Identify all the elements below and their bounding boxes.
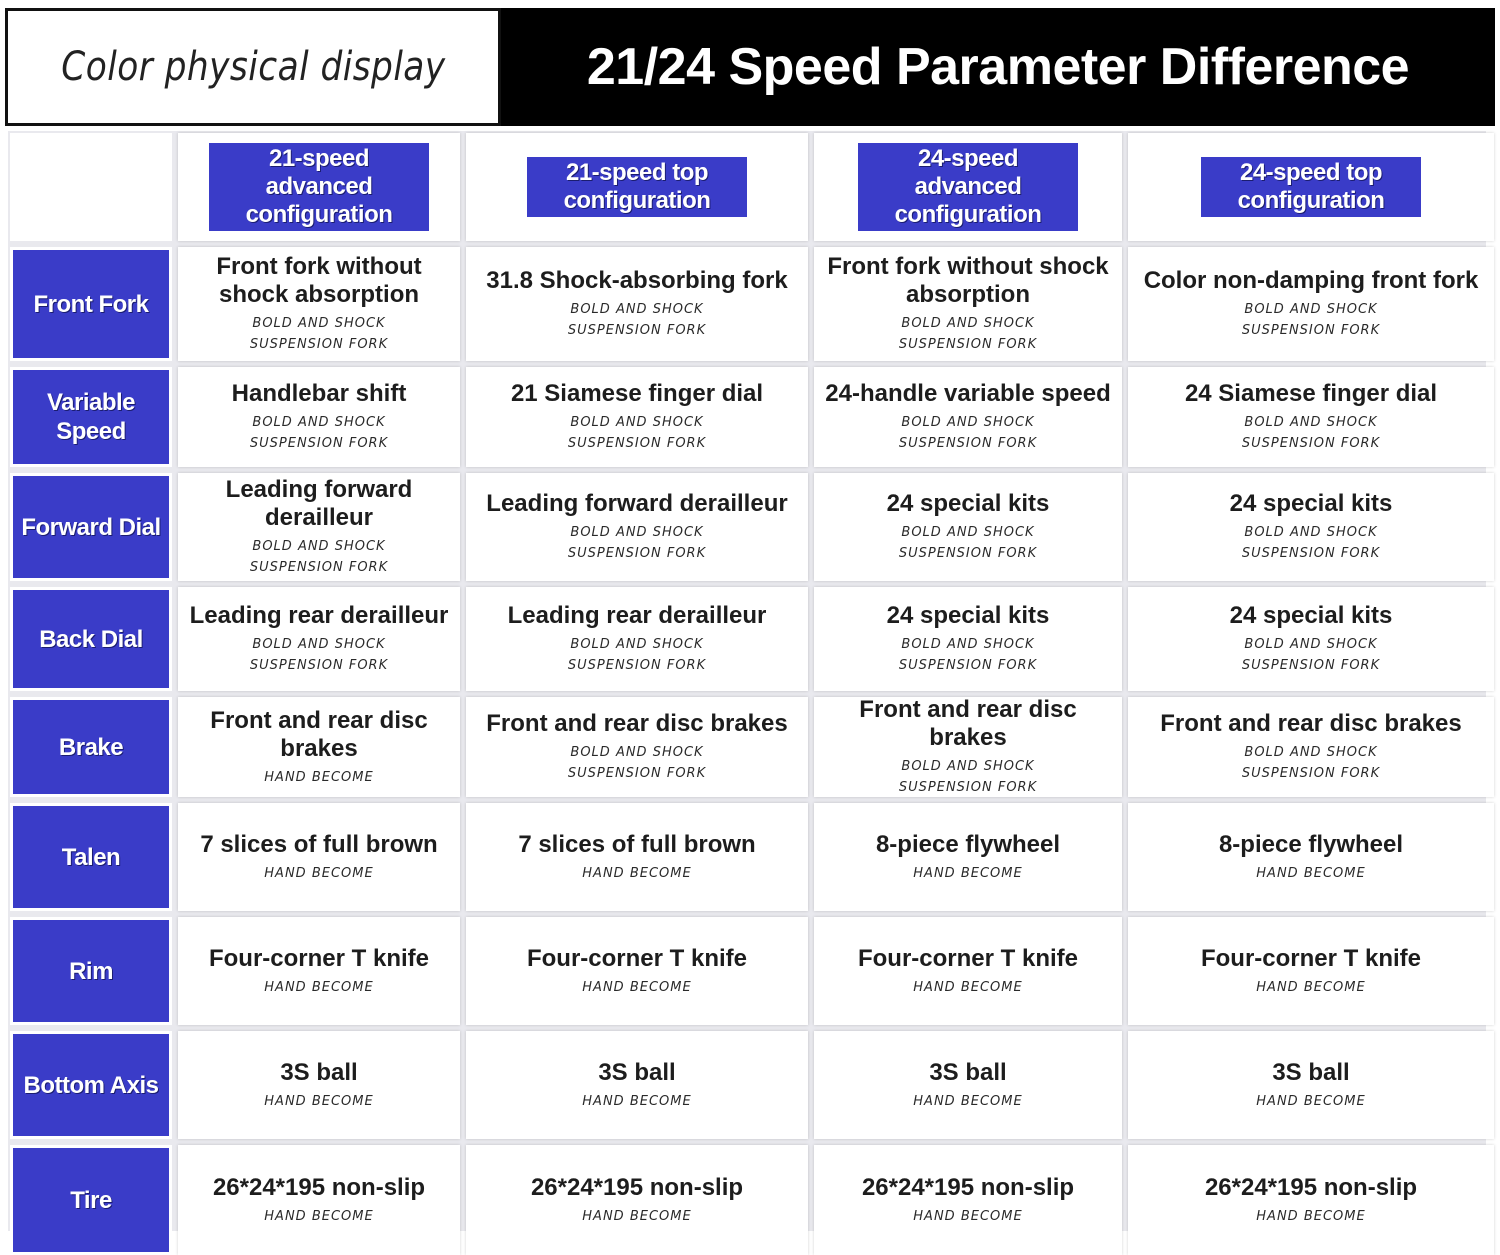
table-corner	[10, 133, 172, 241]
table-cell	[178, 587, 460, 691]
row-header	[10, 803, 172, 911]
cell-caption: BOLD AND SHOCK SUSPENSION FORK	[1241, 525, 1381, 561]
cell-caption: BOLD AND SHOCK SUSPENSION FORK	[898, 525, 1038, 561]
cell-value: 24 special kits	[886, 490, 1050, 517]
cell-caption: BOLD AND SHOCK SUSPENSION FORK	[249, 415, 389, 451]
table-cell	[466, 1145, 808, 1255]
cell-caption: BOLD AND SHOCK SUSPENSION FORK	[249, 637, 389, 673]
cell-caption: BOLD AND SHOCK SUSPENSION FORK	[1241, 415, 1381, 451]
cell-value: Front and rear disc brakes	[859, 697, 1077, 751]
cell-value: 7 slices of full brown	[518, 830, 756, 858]
row-header-label: Talen	[61, 843, 121, 871]
row-header-label: Variable Speed	[46, 389, 136, 445]
cell-caption: BOLD AND SHOCK SUSPENSION FORK	[1241, 302, 1381, 338]
cell-caption: HAND BECOME	[264, 865, 374, 881]
table-cell	[814, 473, 1122, 581]
column-header-label: 24-speed top configuration	[1201, 157, 1421, 217]
cell-value: Front fork without shock absorption	[216, 253, 422, 308]
table-cell	[466, 473, 808, 581]
cell-caption: HAND BECOME	[264, 1093, 374, 1109]
table-cell	[178, 367, 460, 467]
cell-caption: HAND BECOME	[264, 769, 374, 785]
cell-value: Leading forward derailleur	[225, 476, 413, 531]
cell-value: Front and rear disc brakes	[210, 706, 428, 762]
row-header	[10, 1031, 172, 1139]
cell-caption: BOLD AND SHOCK SUSPENSION FORK	[567, 525, 707, 561]
table-cell	[814, 1031, 1122, 1139]
row-header-label: Rim	[69, 957, 113, 985]
table-cell	[178, 917, 460, 1025]
column-header	[466, 133, 808, 241]
cell-value: 3S ball	[280, 1058, 358, 1086]
cell-caption: HAND BECOME	[582, 1093, 692, 1109]
table-cell	[466, 917, 808, 1025]
cell-caption: HAND BECOME	[582, 979, 692, 995]
cell-value: 26*24*195 non-slip	[530, 1173, 744, 1201]
cell-caption: BOLD AND SHOCK SUSPENSION FORK	[567, 415, 707, 451]
cell-caption: HAND BECOME	[264, 979, 374, 995]
cell-value: Four-corner T knife	[1200, 944, 1422, 972]
table-cell	[178, 803, 460, 911]
cell-value: 26*24*195 non-slip	[861, 1173, 1075, 1201]
cell-caption: HAND BECOME	[913, 1093, 1023, 1109]
cell-value: 3S ball	[929, 1058, 1007, 1086]
table-cell	[1128, 917, 1494, 1025]
table-cell	[466, 247, 808, 361]
table-cell	[814, 367, 1122, 467]
row-header	[10, 917, 172, 1025]
cell-value: Leading rear derailleur	[507, 602, 767, 629]
header-left-title: Color physical display	[60, 44, 446, 90]
table-cell	[814, 247, 1122, 361]
cell-value: Front and rear disc brakes	[1160, 710, 1462, 737]
table-cell	[1128, 1145, 1494, 1255]
cell-caption: HAND BECOME	[1256, 865, 1366, 881]
row-header	[10, 697, 172, 797]
cell-value: Color non-damping front fork	[1143, 267, 1479, 294]
table-cell	[1128, 473, 1494, 581]
table-cell	[178, 247, 460, 361]
cell-value: 24 special kits	[1229, 602, 1393, 629]
cell-value: Four-corner T knife	[857, 944, 1079, 972]
table-cell	[814, 697, 1122, 797]
cell-value: 7 slices of full brown	[200, 830, 438, 858]
table-cell	[814, 917, 1122, 1025]
row-header-label: Front Fork	[33, 290, 149, 318]
row-header	[10, 367, 172, 467]
cell-caption: BOLD AND SHOCK SUSPENSION FORK	[249, 316, 389, 352]
row-header-label: Tire	[70, 1186, 112, 1214]
table-cell	[1128, 697, 1494, 797]
cell-value: Leading forward derailleur	[486, 490, 788, 517]
row-header-label: Brake	[58, 733, 124, 761]
cell-value: 24-handle variable speed	[825, 380, 1111, 407]
cell-value: 31.8 Shock-absorbing fork	[486, 267, 788, 294]
cell-caption: BOLD AND SHOCK SUSPENSION FORK	[898, 316, 1038, 352]
row-header	[10, 587, 172, 691]
cell-caption: HAND BECOME	[264, 1208, 374, 1224]
cell-caption: BOLD AND SHOCK SUSPENSION FORK	[567, 302, 707, 338]
header-right-title: 21/24 Speed Parameter Difference	[586, 38, 1410, 96]
page-header	[5, 8, 1495, 124]
cell-caption: HAND BECOME	[582, 1208, 692, 1224]
cell-value: Front and rear disc brakes	[486, 710, 788, 737]
cell-value: Four-corner T knife	[208, 944, 430, 972]
column-header-label: 21-speed top configuration	[527, 157, 747, 217]
column-header	[178, 133, 460, 241]
table-cell	[814, 803, 1122, 911]
cell-caption: HAND BECOME	[913, 1208, 1023, 1224]
table-cell	[178, 473, 460, 581]
table-cell	[814, 1145, 1122, 1255]
column-header-label: 24-speed advanced configuration	[858, 143, 1078, 231]
column-header	[814, 133, 1122, 241]
row-header	[10, 473, 172, 581]
column-header	[1128, 133, 1494, 241]
row-header-label: Back Dial	[39, 625, 143, 653]
cell-value: 21 Siamese finger dial	[510, 380, 764, 407]
table-cell	[178, 1031, 460, 1139]
column-header-label: 21-speed advanced configuration	[209, 143, 429, 231]
cell-caption: BOLD AND SHOCK SUSPENSION FORK	[1241, 637, 1381, 673]
cell-caption: HAND BECOME	[1256, 1093, 1366, 1109]
table-cell	[814, 587, 1122, 691]
cell-caption: HAND BECOME	[1256, 1208, 1366, 1224]
cell-caption: BOLD AND SHOCK SUSPENSION FORK	[249, 539, 389, 575]
cell-caption: HAND BECOME	[913, 865, 1023, 881]
cell-value: 24 special kits	[1229, 490, 1393, 517]
header-right-box	[501, 8, 1495, 126]
parameter-table	[8, 131, 1486, 1231]
cell-caption: BOLD AND SHOCK SUSPENSION FORK	[898, 637, 1038, 673]
cell-caption: BOLD AND SHOCK SUSPENSION FORK	[898, 759, 1038, 795]
cell-value: 26*24*195 non-slip	[1204, 1173, 1418, 1201]
cell-caption: BOLD AND SHOCK SUSPENSION FORK	[898, 415, 1038, 451]
table-cell	[466, 587, 808, 691]
cell-caption: HAND BECOME	[913, 979, 1023, 995]
cell-caption: HAND BECOME	[582, 865, 692, 881]
cell-caption: BOLD AND SHOCK SUSPENSION FORK	[567, 637, 707, 673]
cell-value: Front fork without shock absorption	[827, 253, 1109, 308]
row-header	[10, 247, 172, 361]
table-cell	[466, 367, 808, 467]
cell-value: 24 Siamese finger dial	[1184, 380, 1438, 407]
table-cell	[178, 1145, 460, 1255]
table-cell	[178, 697, 460, 797]
cell-caption: BOLD AND SHOCK SUSPENSION FORK	[1241, 745, 1381, 781]
table-cell	[466, 697, 808, 797]
row-header	[10, 1145, 172, 1255]
row-header-label: Bottom Axis	[23, 1071, 159, 1099]
cell-value: 8-piece flywheel	[875, 830, 1061, 858]
cell-value: Leading rear derailleur	[189, 602, 449, 629]
table-cell	[1128, 803, 1494, 911]
header-left-box	[5, 8, 501, 126]
cell-value: 3S ball	[1272, 1058, 1350, 1086]
cell-value: Handlebar shift	[231, 380, 407, 407]
table-cell	[1128, 247, 1494, 361]
table-cell	[466, 803, 808, 911]
table-cell	[1128, 587, 1494, 691]
table-cell	[466, 1031, 808, 1139]
cell-value: 3S ball	[598, 1058, 676, 1086]
table-cell	[1128, 1031, 1494, 1139]
cell-value: 24 special kits	[886, 602, 1050, 629]
cell-value: Four-corner T knife	[526, 944, 748, 972]
cell-caption: HAND BECOME	[1256, 979, 1366, 995]
table-cell	[1128, 367, 1494, 467]
cell-value: 26*24*195 non-slip	[212, 1173, 426, 1201]
cell-caption: BOLD AND SHOCK SUSPENSION FORK	[567, 745, 707, 781]
cell-value: 8-piece flywheel	[1218, 830, 1404, 858]
row-header-label: Forward Dial	[21, 513, 161, 541]
